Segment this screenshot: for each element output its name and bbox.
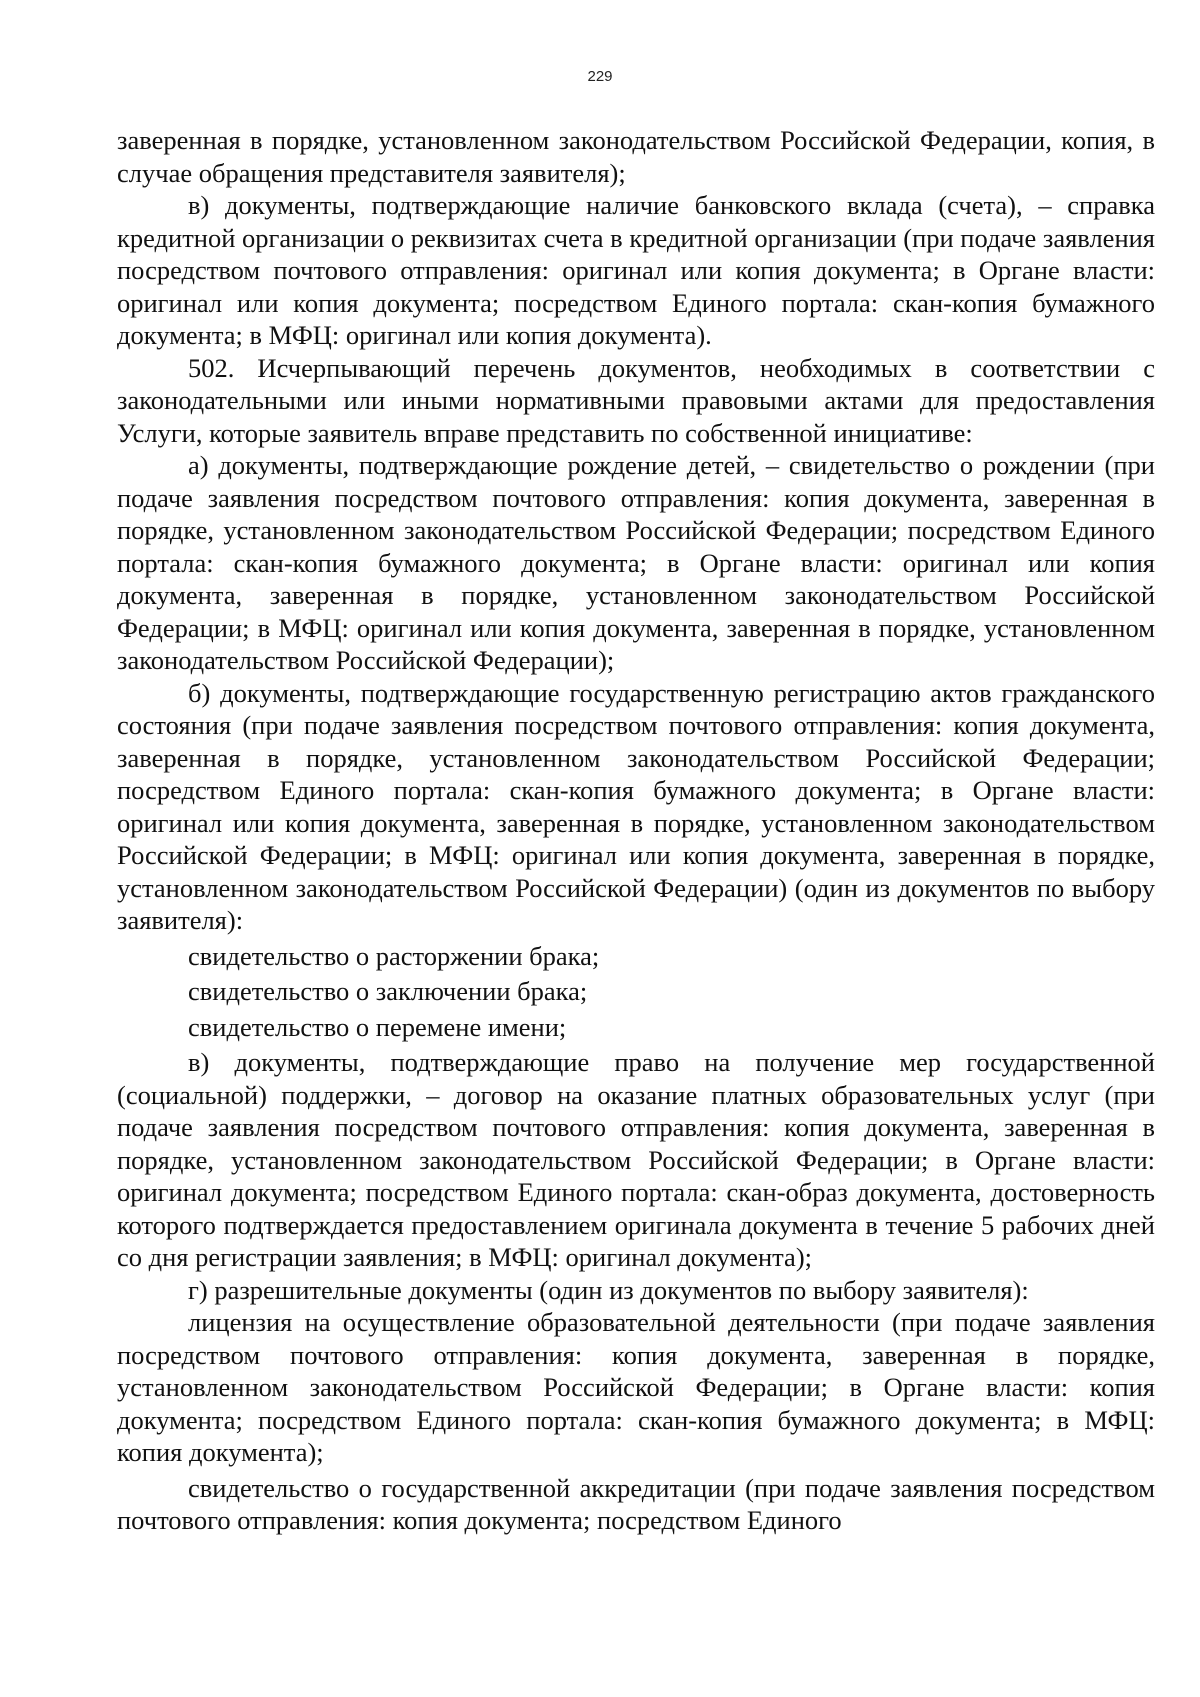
paragraph-license: лицензия на осуществление образовательной деятельности (при подаче заявления посредством почтового отправления: копия документа, заверенная в порядке, установленном законодательством Российской Федерации; в Органе власти: копия документа; посредством Единого портала: скан-копия бумажного документа; в МФЦ: копия документа); <box>117 1307 1155 1467</box>
paragraph-continuation: заверенная в порядке, установленном законодательством Российской Федерации, копия, в случае обращения представителя заявителя); <box>117 125 1155 188</box>
list-item-name-change-certificate: свидетельство о перемене имени; <box>188 1011 567 1042</box>
paragraph-item-v-support: в) документы, подтверждающие право на получение мер государственной (социальной) поддержки, – договор на оказание платных образовательных услуг (при подаче заявления посредством почтового отправления: копия документа, заверенная в порядке, установленном законодательством Российской Федерации; в Органе власти: оригинал документа; посредством Единого портала: скан-образ документа, достоверность которого подтверждается предоставлением оригинала документа в течение 5 рабочих дней со дня регистрации заявления; в МФЦ: оригинал документа); <box>117 1047 1155 1272</box>
list-item-marriage-certificate: свидетельство о заключении брака; <box>188 976 588 1006</box>
paragraph-item-g-permits: г) разрешительные документы (один из документов по выбору заявителя): <box>188 1274 1029 1305</box>
paragraph-accreditation: свидетельство о государственной аккредитации (при подаче заявления посредством почтового отправления: копия документа; посредством Единого <box>117 1472 1155 1535</box>
paragraph-item-v-bank-account: в) документы, подтверждающие наличие банковского вклада (счета), – справка кредитной организации о реквизитах счета в кредитной организации (при подаче заявления посредством почтового отправления: оригинал или копия документа; в Органе власти: оригинал или копия документа; посредством Единого портала: скан-копия бумажного документа; в МФЦ: оригинал или копия документа). <box>117 190 1155 350</box>
page-number: 229 <box>587 68 613 85</box>
list-item-divorce-certificate: свидетельство о расторжении брака; <box>188 940 600 971</box>
paragraph-item-b-civil-status: б) документы, подтверждающие государственную регистрацию актов гражданского состояния (при подаче заявления посредством почтового отправления: копия документа, заверенная в порядке, установленном законодательством Российской Федерации; посредством Единого портала: скан-копия бумажного документа; в Органе власти: оригинал или копия документа, заверенная в порядке, установленном законодательством Российской Федерации; в МФЦ: оригинал или копия документа, заверенная в порядке, установленном законодательством Российской Федерации) (один из документов по выбору заявителя): <box>117 677 1155 935</box>
paragraph-item-a-birth: а) документы, подтверждающие рождение детей, – свидетельство о рождении (при подаче заявления посредством почтового отправления: копия документа, заверенная в порядке, установленном законодательством Российской Федерации; посредством Единого портала: скан-копия бумажного документа; в Органе власти: оригинал или копия документа, заверенная в порядке, установленном законодательством Российской Федерации; в МФЦ: оригинал или копия документа, заверенная в порядке, установленном законодательством Российской Федерации); <box>117 450 1155 675</box>
paragraph-502: 502. Исчерпывающий перечень документов, необходимых в соответствии с законодательными или иными нормативными правовыми актами для предоставления Услуги, которые заявитель вправе представить по собственной инициативе: <box>117 352 1155 448</box>
document-body <box>117 124 1155 1537</box>
